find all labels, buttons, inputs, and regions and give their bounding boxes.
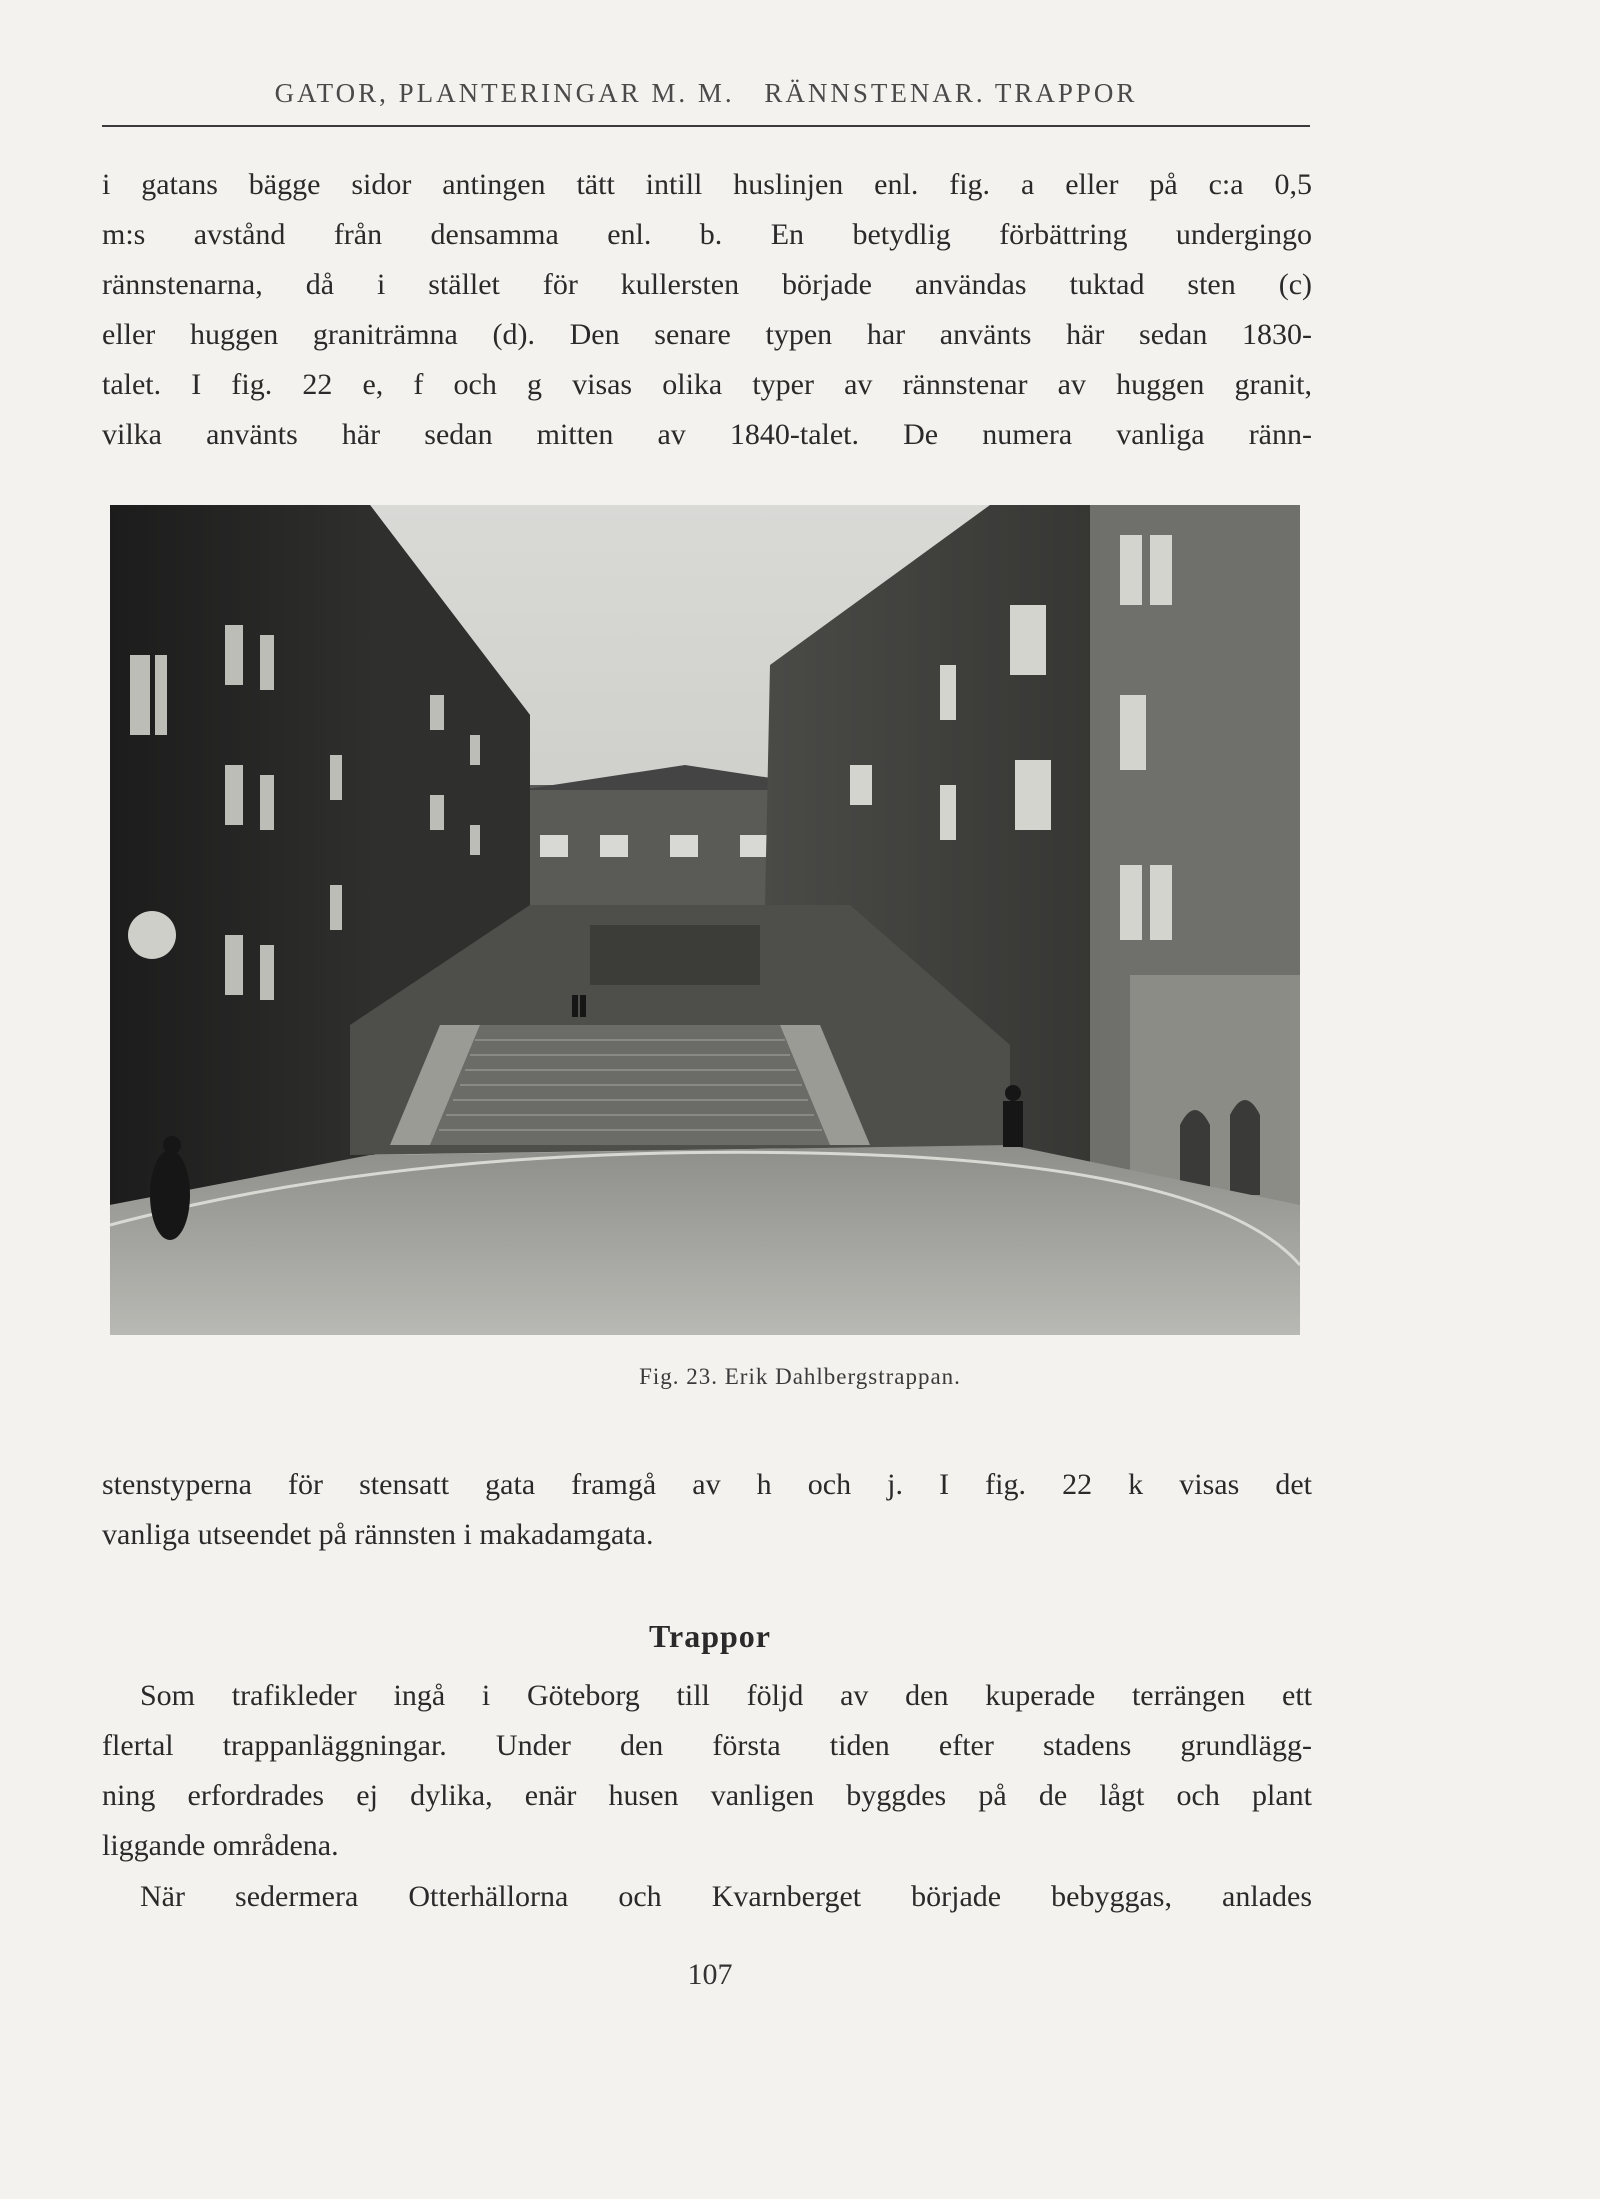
text-line: eller huggen graniträmna (d). Den senare typen har använts här sedan 1830- <box>102 318 1312 351</box>
text-line: talet. I fig. 22 e, f och g visas olika typer av rännstenar av huggen granit, <box>102 368 1312 401</box>
section-paragraph-2 <box>102 1872 1312 1922</box>
photo-illustration <box>110 505 1300 1335</box>
page-number: 107 <box>687 1958 733 1991</box>
paragraph-after-figure <box>102 1460 1312 1560</box>
figure-caption: Fig. 23. Erik Dahlbergstrappan. <box>639 1364 961 1389</box>
running-head-right: RÄNNSTENAR. TRAPPOR <box>764 78 1138 108</box>
text-line: flertal trappanläggningar. Under den första tiden efter stadens grundlägg- <box>102 1729 1312 1762</box>
text-line: vanliga utseendet på rännsten i makadamgata. <box>102 1518 654 1551</box>
section-paragraph-1 <box>102 1671 1312 1871</box>
section-heading: Trappor <box>649 1618 771 1654</box>
header-rule <box>102 125 1310 127</box>
text-line: Som trafikleder ingå i Göteborg till följd av den kuperade terrängen ett <box>140 1679 1312 1712</box>
text-line: stenstyperna för stensatt gata framgå av h och j. I fig. 22 k visas det <box>102 1468 1312 1501</box>
text-line: rännstenarna, då i stället för kullersten började användas tuktad sten (c) <box>102 268 1312 301</box>
text-line: m:s avstånd från densamma enl. b. En betydlig förbättring undergingo <box>102 218 1312 251</box>
text-line: i gatans bägge sidor antingen tätt intill huslinjen enl. fig. a eller på c:a 0,5 <box>102 168 1312 201</box>
running-head <box>102 78 1310 109</box>
text-line: När sedermera Otterhällorna och Kvarnberget började bebyggas, anlades <box>140 1880 1312 1913</box>
running-head-left: GATOR, PLANTERINGAR M. M. <box>274 78 735 108</box>
text-line: liggande områdena. <box>102 1829 339 1862</box>
text-line: ning erfordrades ej dylika, enär husen vanligen byggdes på de lågt och plant <box>102 1779 1312 1812</box>
paragraph-top <box>102 160 1312 460</box>
figure-photo-stairway <box>110 505 1300 1335</box>
text-line: vilka använts här sedan mitten av 1840-talet. De numera vanliga ränn- <box>102 418 1312 451</box>
